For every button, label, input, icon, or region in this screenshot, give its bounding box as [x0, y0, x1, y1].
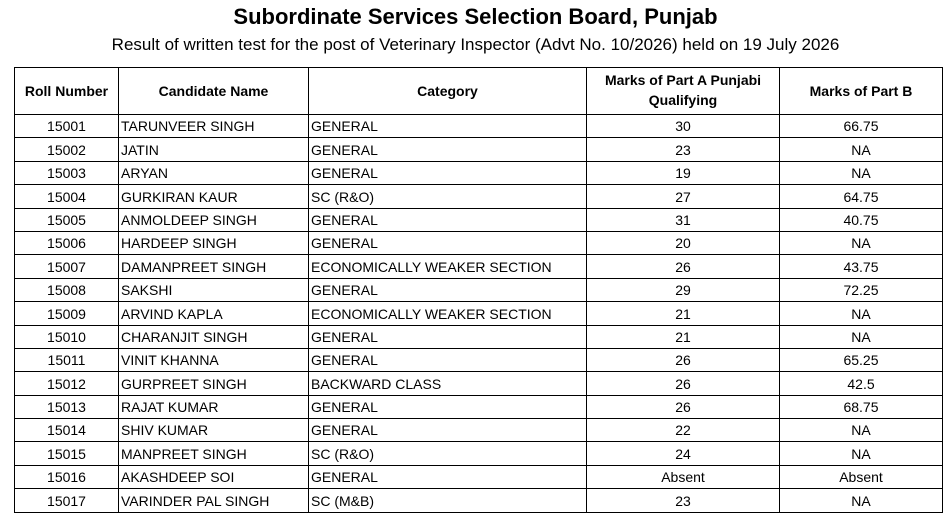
marks-part-b-cell: 72.25 [780, 278, 943, 301]
marks-part-b-cell: Absent [780, 465, 943, 488]
marks-part-b-cell: NA [780, 161, 943, 184]
candidate-name-cell: VARINDER PAL SINGH [119, 489, 309, 512]
marks-part-a-cell: 21 [587, 302, 780, 325]
table-row [15, 185, 943, 208]
category-cell: GENERAL [309, 138, 587, 161]
candidate-name-cell: RAJAT KUMAR [119, 395, 309, 418]
col-header-candidate-name: Candidate Name [119, 68, 309, 115]
marks-part-a-cell: Absent [587, 465, 780, 488]
category-cell: SC (R&O) [309, 442, 587, 465]
marks-part-b-cell: 68.75 [780, 395, 943, 418]
table-row [15, 372, 943, 395]
roll-number-cell: 15014 [15, 419, 119, 442]
marks-part-b-cell: NA [780, 489, 943, 512]
roll-number-cell: 15005 [15, 208, 119, 231]
document-title: Subordinate Services Selection Board, Punjab [233, 4, 718, 29]
marks-part-b-cell: 40.75 [780, 208, 943, 231]
category-cell: SC (R&O) [309, 185, 587, 208]
category-cell: GENERAL [309, 325, 587, 348]
candidate-name-cell: MANPREET SINGH [119, 442, 309, 465]
table-row [15, 348, 943, 371]
category-cell: GENERAL [309, 208, 587, 231]
roll-number-cell: 15008 [15, 278, 119, 301]
candidate-name-cell: ARVIND KAPLA [119, 302, 309, 325]
table-row [15, 208, 943, 231]
candidate-name-cell: JATIN [119, 138, 309, 161]
marks-part-a-cell: 26 [587, 395, 780, 418]
table-row [15, 231, 943, 254]
table-row [15, 161, 943, 184]
marks-part-a-cell: 26 [587, 255, 780, 278]
roll-number-cell: 15004 [15, 185, 119, 208]
candidate-name-cell: GURKIRAN KAUR [119, 185, 309, 208]
table-body [15, 115, 943, 513]
category-cell: GENERAL [309, 465, 587, 488]
table-row [15, 395, 943, 418]
category-cell: SC (M&B) [309, 489, 587, 512]
marks-part-a-cell: 20 [587, 231, 780, 254]
marks-part-b-cell: 64.75 [780, 185, 943, 208]
marks-part-b-cell: 43.75 [780, 255, 943, 278]
category-cell: GENERAL [309, 115, 587, 138]
marks-part-b-cell: NA [780, 231, 943, 254]
table-row [15, 419, 943, 442]
marks-part-a-cell: 23 [587, 489, 780, 512]
roll-number-cell: 15009 [15, 302, 119, 325]
table-row [15, 278, 943, 301]
marks-part-b-cell: NA [780, 302, 943, 325]
category-cell: GENERAL [309, 348, 587, 371]
marks-part-a-cell: 29 [587, 278, 780, 301]
roll-number-cell: 15016 [15, 465, 119, 488]
table-header-row [15, 68, 943, 115]
candidate-name-cell: ARYAN [119, 161, 309, 184]
marks-part-a-cell: 26 [587, 348, 780, 371]
document-subtitle: Result of written test for the post of Veterinary Inspector (Advt No. 10/2026) held on 19 July 2026 [111, 35, 840, 54]
col-header-category: Category [309, 68, 587, 115]
candidate-name-cell: VINIT KHANNA [119, 348, 309, 371]
col-header-marks-part-a: Marks of Part A Punjabi Qualifying [587, 68, 780, 115]
table-row [15, 115, 943, 138]
category-cell: BACKWARD CLASS [309, 372, 587, 395]
table-row [15, 442, 943, 465]
marks-part-b-cell: 66.75 [780, 115, 943, 138]
category-cell: GENERAL [309, 278, 587, 301]
table-row [15, 325, 943, 348]
col-header-roll-number: Roll Number [15, 68, 119, 115]
roll-number-cell: 15002 [15, 138, 119, 161]
roll-number-cell: 15006 [15, 231, 119, 254]
marks-part-b-cell: NA [780, 138, 943, 161]
roll-number-cell: 15010 [15, 325, 119, 348]
marks-part-a-cell: 24 [587, 442, 780, 465]
candidate-name-cell: HARDEEP SINGH [119, 231, 309, 254]
roll-number-cell: 15007 [15, 255, 119, 278]
candidate-name-cell: SHIV KUMAR [119, 419, 309, 442]
candidate-name-cell: GURPREET SINGH [119, 372, 309, 395]
roll-number-cell: 15001 [15, 115, 119, 138]
marks-part-a-cell: 30 [587, 115, 780, 138]
table-row [15, 255, 943, 278]
category-cell: GENERAL [309, 419, 587, 442]
candidate-name-cell: DAMANPREET SINGH [119, 255, 309, 278]
table-row [15, 465, 943, 488]
category-cell: GENERAL [309, 231, 587, 254]
candidate-name-cell: SAKSHI [119, 278, 309, 301]
roll-number-cell: 15013 [15, 395, 119, 418]
roll-number-cell: 15003 [15, 161, 119, 184]
results-table [14, 67, 943, 513]
marks-part-a-cell: 31 [587, 208, 780, 231]
marks-part-a-cell: 19 [587, 161, 780, 184]
marks-part-a-cell: 21 [587, 325, 780, 348]
candidate-name-cell: CHARANJIT SINGH [119, 325, 309, 348]
col-header-marks-part-b: Marks of Part B [780, 68, 943, 115]
candidate-name-cell: TARUNVEER SINGH [119, 115, 309, 138]
marks-part-b-cell: NA [780, 442, 943, 465]
marks-part-a-cell: 22 [587, 419, 780, 442]
marks-part-a-cell: 23 [587, 138, 780, 161]
table-row [15, 138, 943, 161]
marks-part-a-cell: 26 [587, 372, 780, 395]
marks-part-a-cell: 27 [587, 185, 780, 208]
marks-part-b-cell: 42.5 [780, 372, 943, 395]
roll-number-cell: 15012 [15, 372, 119, 395]
roll-number-cell: 15015 [15, 442, 119, 465]
candidate-name-cell: ANMOLDEEP SINGH [119, 208, 309, 231]
category-cell: ECONOMICALLY WEAKER SECTION [309, 255, 587, 278]
category-cell: ECONOMICALLY WEAKER SECTION [309, 302, 587, 325]
table-row [15, 489, 943, 512]
table-row [15, 302, 943, 325]
marks-part-b-cell: NA [780, 419, 943, 442]
marks-part-b-cell: NA [780, 325, 943, 348]
marks-part-b-cell: 65.25 [780, 348, 943, 371]
candidate-name-cell: AKASHDEEP SOI [119, 465, 309, 488]
roll-number-cell: 15017 [15, 489, 119, 512]
category-cell: GENERAL [309, 395, 587, 418]
roll-number-cell: 15011 [15, 348, 119, 371]
category-cell: GENERAL [309, 161, 587, 184]
